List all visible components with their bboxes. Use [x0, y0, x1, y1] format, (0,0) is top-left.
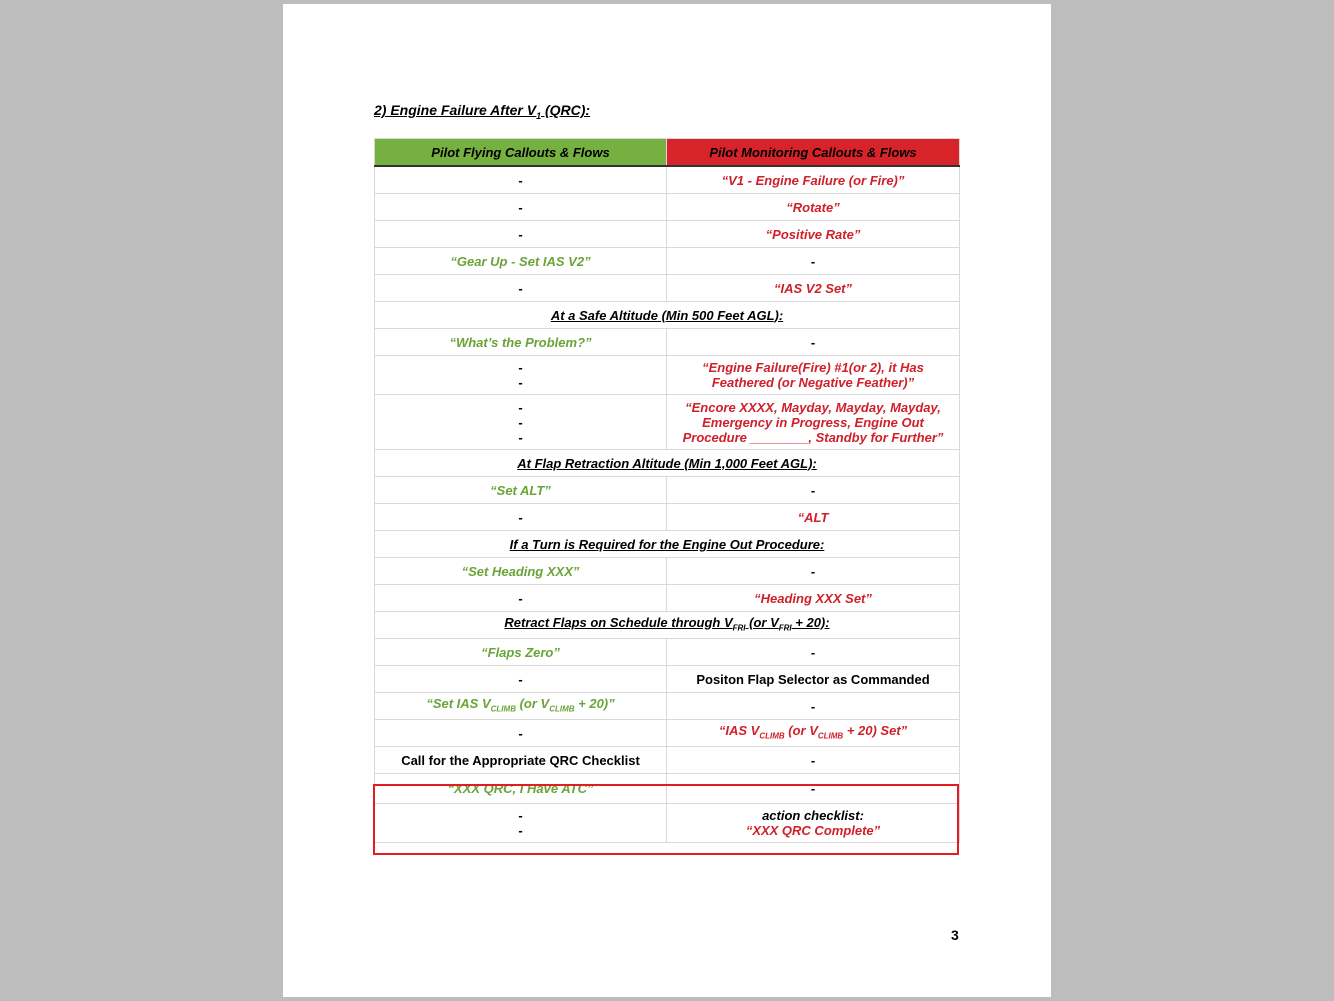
- section-row: [375, 531, 960, 558]
- pf-cell: Call for the Appropriate QRC Checklist: [375, 747, 667, 774]
- table-row: [375, 395, 960, 450]
- table-row: [375, 248, 960, 275]
- table-row: [375, 720, 960, 747]
- table-row: [375, 585, 960, 612]
- table-row: [375, 275, 960, 302]
- pf-cell: “Flaps Zero”: [375, 639, 667, 666]
- pf-cell: -: [375, 585, 667, 612]
- section-row: [375, 302, 960, 329]
- pf-cell: -: [375, 194, 667, 221]
- pm-cell: -: [667, 639, 960, 666]
- pf-cell: “Set IAS $V_{CLIMB}$ (or $V_{CLIMB} + 20$)”: [375, 693, 667, 720]
- document-page: [283, 4, 1051, 997]
- table-row: [375, 329, 960, 356]
- pf-cell: -: [375, 720, 667, 747]
- table-row: [375, 166, 960, 194]
- pf-cell: “What’s the Problem?”: [375, 329, 667, 356]
- page-number: 3: [951, 927, 959, 943]
- dash-text: -: [518, 375, 523, 390]
- pm-cell: “Rotate”: [667, 194, 960, 221]
- pf-cell: -: [375, 666, 667, 693]
- pm-cell: “Engine Failure(Fire) #1(or 2), it Has Feathered (or Negative Feather)”: [667, 356, 960, 395]
- table-row: [375, 639, 960, 666]
- table-row: [375, 221, 960, 248]
- table-row: [375, 477, 960, 504]
- pf-cell: “Gear Up - Set IAS V2”: [375, 248, 667, 275]
- pm-cell: “IAS $V_{CLIMB}$ (or $V_{CLIMB} + 20$) Set”: [667, 720, 960, 747]
- pm-cell: Positon Flap Selector as Commanded: [667, 666, 960, 693]
- pf-cell: -: [375, 504, 667, 531]
- dash-text: -: [518, 360, 523, 375]
- table-header-row: [375, 139, 960, 167]
- pm-cell: -: [667, 329, 960, 356]
- table-row: [375, 504, 960, 531]
- pilot-flying-header: Pilot Flying Callouts & Flows: [375, 139, 667, 167]
- section-heading: 2) Engine Failure After $V_1$ (QRC):: [374, 102, 591, 121]
- section-label: At Flap Retraction Altitude (Min 1,000 Feet AGL):: [375, 450, 960, 477]
- pm-cell: “Encore XXXX, Mayday, Mayday, Mayday, Emergency in Progress, Engine Out Procedure ________, Standby for Further”: [667, 395, 960, 450]
- pf-cell: -: [375, 221, 667, 248]
- table-row: [375, 194, 960, 221]
- table-row: [375, 558, 960, 585]
- pf-cell: [375, 395, 667, 450]
- pm-cell: -: [667, 747, 960, 774]
- pm-cell: “ALT: [667, 504, 960, 531]
- pm-cell: -: [667, 693, 960, 720]
- pf-cell: “Set Heading XXX”: [375, 558, 667, 585]
- pf-cell: [375, 356, 667, 395]
- section-label: At a Safe Altitude (Min 500 Feet AGL):: [375, 302, 960, 329]
- dash-text: -: [518, 399, 523, 415]
- table-row: [375, 666, 960, 693]
- pf-cell: “XXX QRC, I Have ATC”: [375, 774, 667, 804]
- qrc-complete-callout: “XXX QRC Complete”: [745, 823, 881, 838]
- section-label: If a Turn is Required for the Engine Out Procedure:: [375, 531, 960, 558]
- pm-cell: “IAS V2 Set”: [667, 275, 960, 302]
- pf-cell: -: [375, 166, 667, 194]
- pf-cell: “Set ALT”: [375, 477, 667, 504]
- callouts-table: [374, 138, 960, 843]
- table-row: [375, 693, 960, 720]
- section-row: [375, 450, 960, 477]
- dash-text: -: [518, 429, 523, 445]
- dash-text: -: [518, 414, 523, 430]
- pm-cell: “V1 - Engine Failure (or Fire)”: [667, 166, 960, 194]
- pm-cell: “Heading XXX Set”: [667, 585, 960, 612]
- pm-cell: -: [667, 477, 960, 504]
- pm-cell: -: [667, 248, 960, 275]
- dash-text: -: [518, 808, 523, 823]
- section-label: Retract Flaps on Schedule through $V_{FRI}$ (or $V_{FRI} + 20$):: [375, 612, 960, 639]
- pm-cell: “Positive Rate”: [667, 221, 960, 248]
- pm-cell: -: [667, 774, 960, 804]
- highlight-box: [373, 784, 959, 855]
- table-row: [375, 747, 960, 774]
- pf-cell: -: [375, 275, 667, 302]
- action-checklist-label: action checklist:: [762, 808, 864, 823]
- pm-cell: -: [667, 558, 960, 585]
- section-row: [375, 612, 960, 639]
- pilot-monitoring-header: Pilot Monitoring Callouts & Flows: [667, 139, 960, 167]
- table-row: [375, 356, 960, 395]
- dash-text: -: [518, 823, 523, 838]
